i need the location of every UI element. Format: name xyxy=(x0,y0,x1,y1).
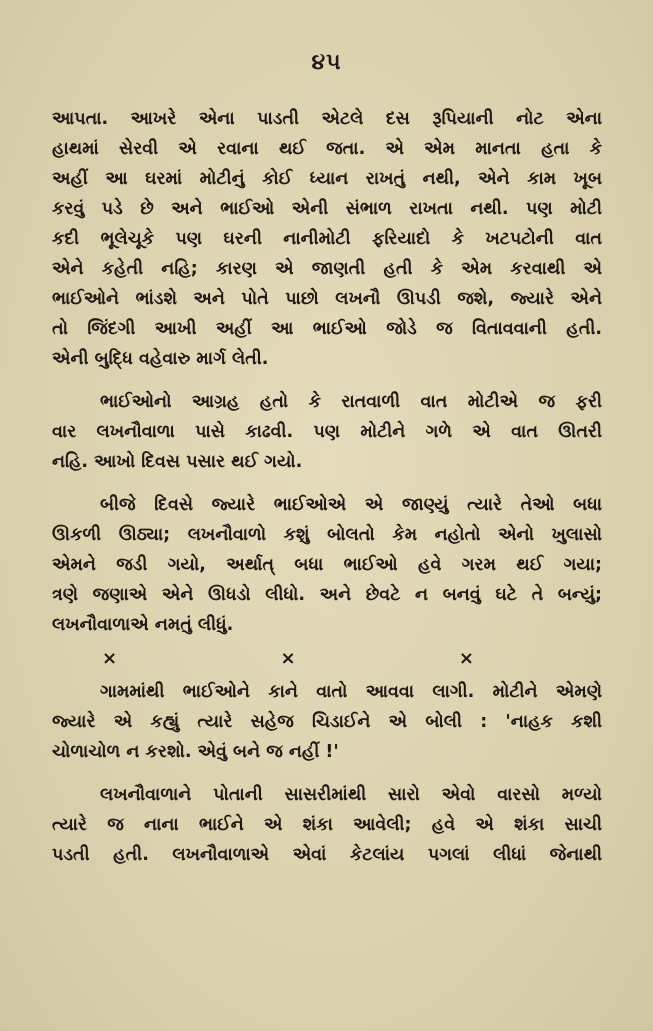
text-line: ત્યારે જ નાના ભાઈને એ શંકા આવેલી; હવે એ શંકા સાચી xyxy=(52,815,602,835)
text-line: ચોળાચોળ ન કરશો. એવું બને જ નહીં !' xyxy=(52,742,339,762)
text-line: ગામમાંથી ભાઈઓને કાને વાતો આવવા લાગી. મોટીને એમણે xyxy=(100,682,602,702)
paragraph-3 xyxy=(52,490,602,640)
paragraph-4 xyxy=(52,677,602,767)
text-line: નહિ. આખો દિવસ પસાર થઈ ગયો. xyxy=(52,452,303,472)
paragraph-2 xyxy=(52,387,602,477)
text-line: એની બુદ્ધિ વહેવારુ માર્ગ લેતી. xyxy=(52,349,269,369)
text-line: ત્રણે જણાએ એને ઊધડો લીધો. અને છેવટે ન બનવું ઘટે તે બન્યું; xyxy=(52,585,602,605)
text-line: ઊકળી ઊઠ્યા; લખનૌવાળો કશું બોલતો કેમ નહોતો એનો ખુલાસો xyxy=(52,525,602,545)
paragraph-1 xyxy=(52,104,602,374)
text-line: તો જિંદગી આખી અહીં આ ભાઈઓ જોડે જ વિતાવવાની હતી. xyxy=(52,319,602,339)
text-line: વાર લખનૌવાળા પાસે કાઢવી. પણ મોટીને ગળે એ વાત ઊતરી xyxy=(52,422,602,442)
text-line: અહીં આ ઘરમાં મોટીનું કોઈ ધ્યાન રાખતું નથી, એને કામ ખૂબ xyxy=(52,169,602,189)
page-number: ૪૫ xyxy=(311,50,342,75)
separator-mark: × xyxy=(280,648,296,669)
text-line: પડતી હતી. લખનૌવાળાએ એવાં કેટલાંય પગલાં લીધાં જેનાથી xyxy=(52,845,602,865)
body-text xyxy=(52,104,602,870)
text-line: ભાઈઓનો આગ્રહ હતો કે રાતવાળી વાત મોટીએ જ ફરી xyxy=(100,392,602,412)
text-line: એમને જડી ગયો, અર્થાત્ બધા ભાઈઓ હવે ગરમ થઈ ગયા; xyxy=(52,555,602,575)
text-line: લખનૌવાળાએ નમતું લીધું. xyxy=(52,615,234,635)
text-line: બીજે દિવસે જ્યારે ભાઈઓએ એ જાણ્યું ત્યારે તેઓ બધા xyxy=(100,495,602,515)
separator-mark: × xyxy=(102,648,118,669)
paragraph-5 xyxy=(52,780,602,870)
text-line: ભાઈઓને ભાંડશે અને પોતે પાછો લખનૌ ઊપડી જશે, જ્યારે એને xyxy=(52,289,602,309)
text-line: કદી ભૂલેચૂકે પણ ઘરની નાનીમોટી ફરિયાદો કે ખટપટોની વાત xyxy=(52,229,602,249)
text-line: લખનૌવાળાને પોતાની સાસરીમાંથી સારો એવો વારસો મળ્યો xyxy=(100,785,602,805)
text-line: આપતા. આખરે એના પાડતી એટલે દસ રૂપિયાની નોટ એના xyxy=(52,109,602,129)
text-line: એને કહેતી નહિ; કારણ એ જાણતી હતી કે એમ કરવાથી એ xyxy=(52,259,602,279)
separator-mark: × xyxy=(458,648,474,669)
text-line: જ્યારે એ કહ્યું ત્યારે સહેજ ચિડાઈને એ બોલી : 'નાહક કશી xyxy=(52,712,602,732)
text-line: કરવું પડે છે અને ભાઈઓ એની સંભાળ રાખતા નથી. પણ મોટી xyxy=(52,199,602,219)
text-line: હાથમાં સેરવી એ રવાના થઈ જતા. એ એમ માનતા હતા કે xyxy=(52,139,602,159)
section-separator xyxy=(102,648,474,669)
